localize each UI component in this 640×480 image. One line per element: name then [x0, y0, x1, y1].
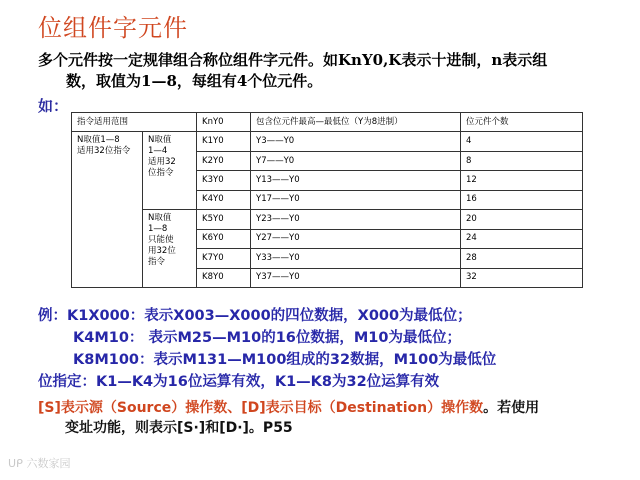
- cell-range: Y17——Y0: [251, 190, 461, 209]
- cell-range: Y23——Y0: [251, 210, 461, 229]
- cell-kn: K2Y0: [197, 151, 251, 170]
- intro-paragraph: [38, 50, 634, 92]
- bit-spec-line: 位指定：K1—K4为16位运算有效，K1—K8为32位运算有效: [38, 374, 440, 390]
- cell-range: Y37——Y0: [251, 268, 461, 288]
- cell-kn: K1Y0: [197, 132, 251, 151]
- cell-count: 28: [461, 249, 583, 268]
- header-kny0: KnY0: [197, 113, 251, 132]
- intro-line-1: 多个元件按一定规律组合称位组件字元件。如KnY0,K表示十进制，n表示组: [38, 51, 548, 69]
- cell-count: 16: [461, 190, 583, 209]
- cell-count: 20: [461, 210, 583, 229]
- cell-count: 32: [461, 268, 583, 288]
- cell-range: Y27——Y0: [251, 229, 461, 248]
- cell-kn: K7Y0: [197, 249, 251, 268]
- operand-note: [38, 398, 634, 438]
- example-line-1: 例：K1X000：表示X003—X000的四位数据，X000为最低位；: [38, 308, 472, 324]
- outer-note-text: N取值1—8 适用32位指令: [77, 135, 131, 157]
- cell-kn: K5Y0: [197, 210, 251, 229]
- cell-count: 8: [461, 151, 583, 170]
- watermark-logo: ᑌᑭ 六数家园: [8, 457, 71, 470]
- header-count: 位元件个数: [461, 113, 583, 132]
- cell-range: Y13——Y0: [251, 171, 461, 190]
- table-row: [72, 132, 583, 151]
- cell-kn: K4Y0: [197, 190, 251, 209]
- cell-range: Y3——Y0: [251, 132, 461, 151]
- kny0-table: [71, 112, 583, 288]
- group2-note: [143, 210, 197, 288]
- cell-count: 12: [461, 171, 583, 190]
- group1-note-text: N取值 1—4 适用32 位指令: [148, 135, 176, 179]
- outer-scope-note: [72, 132, 143, 288]
- example-line-2: K4M10： 表示M25—M10的16位数据，M10为最低位；: [73, 330, 461, 346]
- operand-note-line-2: 变址功能，则表示[S·]和[D·]。P55: [65, 420, 293, 436]
- cell-kn: K8Y0: [197, 268, 251, 288]
- page-title: 位组件字元件: [38, 14, 188, 42]
- group1-note: [143, 132, 197, 210]
- header-range: 包含位元件最高—最低位（Y为8进制）: [251, 113, 461, 132]
- operand-note-red: [S]表示源（Source）操作数、[D]表示目标（Destination）操作数: [38, 400, 484, 416]
- intro-line-2: 数，取值为1—8，每组有4个位元件。: [66, 72, 323, 90]
- cell-kn: K3Y0: [197, 171, 251, 190]
- cell-range: Y33——Y0: [251, 249, 461, 268]
- cell-range: Y7——Y0: [251, 151, 461, 170]
- cell-kn: K6Y0: [197, 229, 251, 248]
- group2-note-text: N取值 1—8 只能使 用32位 指令: [148, 213, 176, 268]
- cell-count: 4: [461, 132, 583, 151]
- table-row: [72, 210, 583, 229]
- cell-count: 24: [461, 229, 583, 248]
- example-line-3: K8M100：表示M131—M100组成的32数据，M100为最低位: [73, 352, 497, 368]
- operand-note-black: 。若使用: [483, 400, 540, 416]
- header-scope: 指令适用范围: [72, 113, 197, 132]
- table-header-row: [72, 113, 583, 132]
- examples-block: [38, 305, 638, 393]
- example-label: 如：: [38, 97, 69, 115]
